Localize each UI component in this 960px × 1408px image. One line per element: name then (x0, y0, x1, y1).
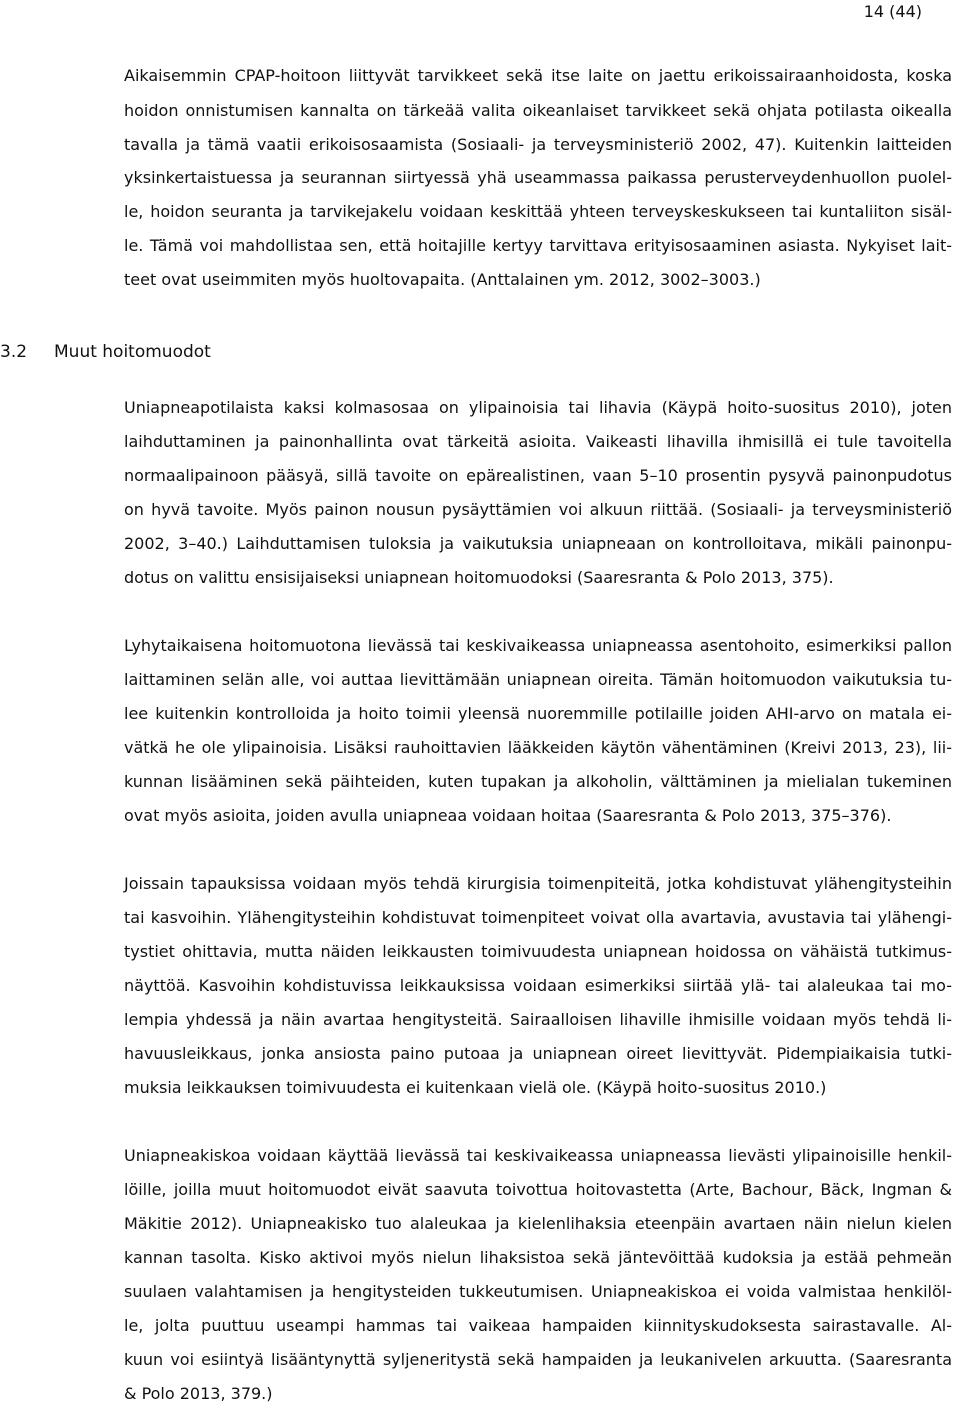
text-line: 2002, 3–40.) Laihduttamisen tuloksia ja vaikutuksia uniapneaan on kontrolloitava, mikäli painonpu- (124, 534, 952, 553)
text-line: laittaminen selän alle, voi auttaa lievittämään uniapnean oireita. Tämän hoitomuodon vaikutuksia tu- (124, 670, 952, 689)
text-line: tai kasvoihin. Ylähengitysteihin kohdistuvat toimenpiteet voivat olla avartavia, avustavia tai ylähengi- (124, 908, 952, 927)
section-title: Muut hoitomuodot (54, 342, 211, 362)
text-line: tavalla ja tämä vaatii erikoisosaamista (Sosiaali- ja terveysministeriö 2002, 47). Kuitenkin laitteiden (124, 135, 952, 154)
text-line: on hyvä tavoite. Myös painon nousun pysäyttämien voi alkuun riittää. (Sosiaali- ja terveysministeriö (124, 500, 952, 519)
page-number: 14 (44) (863, 2, 922, 21)
text-line: Uniapneakiskoa voidaan käyttää lievässä tai keskivaikeassa uniapneassa lievästi ylipainoisille henkil- (124, 1146, 952, 1165)
text-line: hoidon onnistumisen kannalta on tärkeää valita oikeanlaiset tarvikkeet sekä ohjata potilasta oikealla (124, 101, 952, 120)
text-line: vätkä he ole ylipainoisia. Lisäksi rauhoittavien lääkkeiden käytön vähentäminen (Kreivi 2013, 23), lii- (124, 738, 952, 757)
text-line: havuusleikkaus, jonka ansiosta paino putoaa ja uniapnean oireet lievittyvät. Pidempiaikaisia tutki- (124, 1044, 952, 1063)
text-line: Uniapneapotilaista kaksi kolmasosaa on ylipainoisia tai lihavia (Käypä hoito-suositus 2010), joten (124, 398, 952, 417)
text-line: dotus on valittu ensisijaiseksi uniapnean hoitomuodoksi (Saaresranta & Polo 2013, 375). (124, 568, 834, 587)
text-line: kuun voi esiintyä lisääntynyttä syljeneritystä sekä hampaiden ja leukanivelen arkuutta. (Saaresranta (124, 1350, 952, 1369)
text-line: kunnan lisääminen sekä päihteiden, kuten tupakan ja alkoholin, välttäminen ja mielialan tukeminen (124, 772, 952, 791)
text-line: teet ovat useimmiten myös huoltovapaita. (Anttalainen ym. 2012, 3002–3003.) (124, 270, 761, 289)
text-line: & Polo 2013, 379.) (124, 1384, 273, 1403)
text-line: lee kuitenkin kontrolloida ja hoito toimii yleensä nuoremmille potilaille joiden AHI-arvo on matala ei- (124, 704, 952, 723)
section-number: 3.2 (0, 342, 28, 362)
text-line: ovat myös asioita, joiden avulla uniapneaa voidaan hoitaa (Saaresranta & Polo 2013, 375–376). (124, 806, 892, 825)
text-line: näyttöä. Kasvoihin kohdistuvissa leikkauksissa voidaan esimerkiksi siirtää ylä- tai alaleukaa tai mo- (124, 976, 952, 995)
text-line: laihduttaminen ja painonhallinta ovat tärkeitä asioita. Vaikeasti lihavilla ihmisillä ei tule tavoitella (124, 432, 952, 451)
text-line: yksinkertaistuessa ja seurannan siirtyessä yhä useammassa paikassa perusterveydenhuollon puolel- (124, 168, 952, 187)
text-line: le. Tämä voi mahdollistaa sen, että hoitajille kertyy tarvittava erityisosaaminen asiasta. Nykyiset lait- (124, 236, 952, 255)
text-line: le, jolta puuttuu useampi hammas tai vaikeaa hampaiden kiinnityskudoksesta sairastavalle. Al- (124, 1316, 952, 1335)
text-line: suulaen valahtamisen ja hengitysteiden tukkeutumisen. Uniapneakiskoa ei voida valmistaa henkilöl- (124, 1282, 952, 1301)
text-line: lempia yhdessä ja näin avartaa hengitysteitä. Sairaalloisen lihaville ihmisille voidaan myös tehdä li- (124, 1010, 952, 1029)
text-line: le, hoidon seuranta ja tarvikejakelu voidaan keskittää yhteen terveyskeskukseen tai kuntaliiton sisäl- (124, 202, 952, 221)
text-line: Lyhytaikaisena hoitomuotona lievässä tai keskivaikeassa uniapneassa asentohoito, esimerkiksi pallon (124, 636, 952, 655)
text-line: Joissain tapauksissa voidaan myös tehdä kirurgisia toimenpiteitä, jotka kohdistuvat ylähengitysteihin (124, 874, 952, 893)
text-line: normaalipainoon pääsyä, sillä tavoite on epärealistinen, vaan 5–10 prosentin pysyvä painonpudotus (124, 466, 952, 485)
text-line: kannan tasolta. Kisko aktivoi myös nielun lihaksistoa sekä jäntevöittää kudoksia ja estää pehmeän (124, 1248, 952, 1267)
text-line: Aikaisemmin CPAP-hoitoon liittyvät tarvikkeet sekä itse laite on jaettu erikoissairaanhoidosta, koska (124, 66, 952, 85)
text-line: tystiet ohittavia, mutta näiden leikkausten toimivuudesta uniapnean hoidossa on vähäistä tutkimus- (124, 942, 952, 961)
text-line: muksia leikkauksen toimivuudesta ei kuitenkaan vielä ole. (Käypä hoito-suositus 2010.) (124, 1078, 827, 1097)
text-line: löille, joilla muut hoitomuodot eivät saavuta toivottua hoitovastetta (Arte, Bachour, Bäck, Ingman & (124, 1180, 952, 1199)
text-line: Mäkitie 2012). Uniapneakisko tuo alaleukaa ja kielenlihaksia eteenpäin avartaen näin nielun kielen (124, 1214, 952, 1233)
